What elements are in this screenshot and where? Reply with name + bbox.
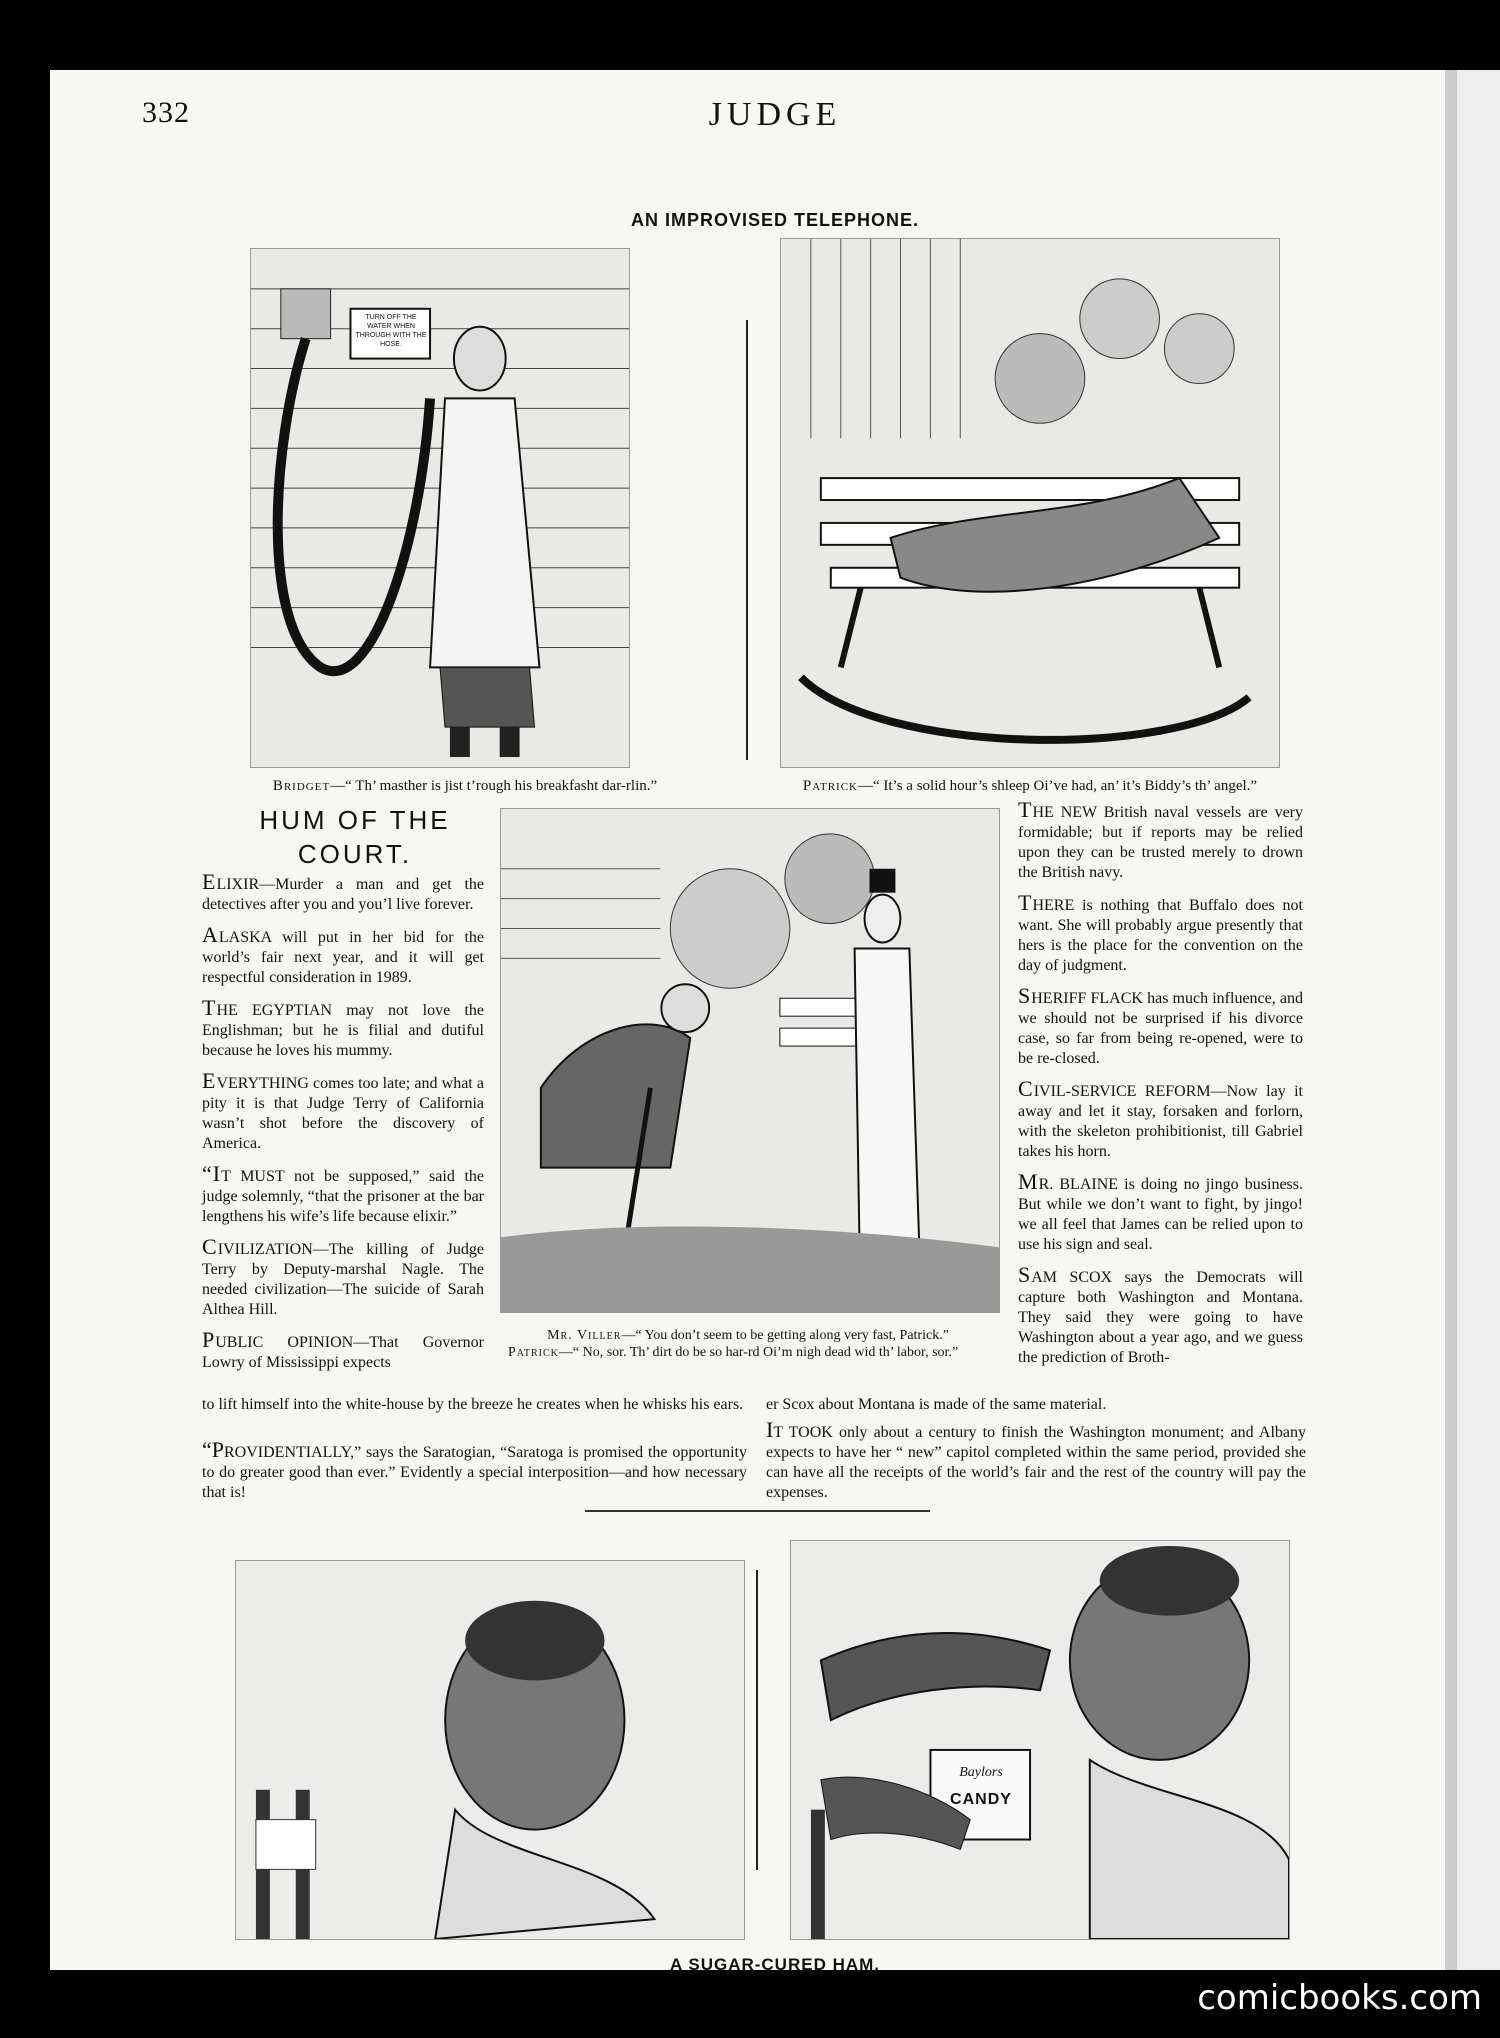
article-paragraph [202,995,484,1061]
caption-line [488,1327,1008,1344]
ham-left-illustration [235,1560,745,1940]
hose-warning-sign: TURN OFF THE WATER WHEN THROUGH WITH THE HOSE. [355,314,427,348]
article-paragraph [1018,1262,1303,1368]
caption-speaker: Patrick [508,1345,559,1360]
article-paragraph [202,922,484,988]
page-number: 332 [142,96,190,129]
drop-cap: C [202,1234,218,1259]
drop-cap: “I [202,1161,222,1186]
drop-cap: C [1018,1076,1034,1101]
panel-divider [746,320,748,760]
candy-box-brand: Baylors [959,1765,1003,1780]
paragraph-text: LASKA will put in her bid for the world’s fair next year, and it will get respectful consideration in 1989. [202,929,484,986]
caption-quote: —“ No, sor. Th’ dirt do be so har-rd Oi’m nigh dead wid th’ labor, sor.” [558,1345,959,1360]
paragraph-text: UBLIC OPINION—That Governor Lowry of Mississippi expects [202,1334,484,1371]
drop-cap: E [202,1068,217,1093]
drop-cap: E [202,869,217,894]
left-continuation: to lift himself into the white-house by the breeze he creates when he whisks his ears. [202,1396,744,1413]
paragraph-text: R. BLAINE is doing no jingo business. But while we don’t want to fight, by jingo! we all feel that James can be relied upon to use his sign and seal. [1018,1176,1303,1253]
drop-cap: I [766,1417,774,1442]
paragraph-text: IVIL-SERVICE REFORM—Now lay it away and let it stay, forsaken and forlorn, with the skeleton prohibitionist, till Gabriel takes his horn. [1018,1083,1303,1160]
paragraph-text: LIXIR—Murder a man and get the detectives after you and you’l live forever. [202,876,484,913]
bridget-caption [200,777,730,795]
paragraph-text: HERE is nothing that Buffalo does not want. She will probably argue presently that hers is the place for the convention on the day of judgment. [1018,897,1303,974]
drop-cap: S [1018,1262,1032,1287]
patrick-sleeping-caption [760,777,1300,795]
paragraph-text: HE NEW British naval vessels are very formidable; but if reports may be relied upon they can be trusted merely to drown the British navy. [1018,804,1303,881]
article-paragraph [202,1068,484,1154]
article-paragraph [1018,890,1303,976]
article-paragraph [1018,797,1303,883]
paragraph-text: HE EGYPTIAN may not love the Englishman; but he is filial and dutiful because he loves his mummy. [202,1002,484,1059]
providentially-paragraph [202,1437,747,1503]
caption-speaker: Patrick [802,778,858,794]
ham-right-illustration [790,1540,1290,1940]
site-watermark: comicbooks.com [1197,1978,1482,2018]
drop-cap: S [1018,983,1032,1008]
article-paragraph [1018,1169,1303,1255]
washington-monument-paragraph [766,1417,1306,1503]
section-rule [585,1510,930,1512]
article-paragraph [1018,1076,1303,1162]
top-cartoon-title: AN IMPROVISED TELEPHONE. [630,210,920,230]
left-column [202,869,484,1383]
patrick-sleeping-illustration [780,238,1280,768]
paragraph-text: AM SCOX says the Democrats will capture both Washington and Montana. They said they were going to have Washington about a year ago, and we guess the prediction of Broth- [1018,1269,1303,1366]
paragraph-text: ROVIDENTIALLY,” says the Saratogian, “Saratoga is promised the opportunity to do greater good than ever.” Evidently a special interposition—and how necessary that is! [202,1444,747,1501]
masthead: JUDGE [708,96,842,133]
headline-line: HUM OF THE [259,805,451,835]
digging-illustration [500,808,1000,1313]
headline-line: COURT. [297,839,413,869]
bottom-cartoon-title: A SUGAR-CURED HAM. [669,1955,881,1974]
right-column [1018,797,1303,1378]
drop-cap: T [1018,797,1033,822]
drop-cap: “P [202,1437,224,1462]
adjacent-page-edge [1457,70,1500,1970]
paragraph-text: T TOOK only about a century to finish the Washington monument; and Albany expects to have her “ new” capitol completed within the same period, provided she can have all the receipts of the world’s fair and the rest of the country will pay the expenses. [766,1424,1306,1501]
caption-quote: —“ It’s a solid hour’s shleep Oi’ve had, an’ it’s Biddy’s th’ angel.” [857,778,1258,794]
paragraph-text: VERYTHING comes too late; and what a pity it is that Judge Terry of California wasn’t shot before the discovery of America. [202,1075,484,1152]
article-headline [205,803,505,871]
article-paragraph [202,1161,484,1227]
caption-quote: —“ Th’ masther is jist t’rough his breakfasht dar-rlin.” [330,778,658,794]
drop-cap: P [202,1327,216,1352]
page-spine [1445,70,1457,1970]
candy-box-label: CANDY [950,1791,1012,1808]
caption-quote: —“ You don’t seem to be getting along very fast, Patrick.” [621,1328,949,1343]
digging-caption [488,1327,1008,1361]
drop-cap: T [1018,890,1033,915]
paragraph-text: IVILIZATION—The killing of Judge Terry by Deputy-marshal Nagle. The needed civilization—The suicide of Sarah Althea Hill. [202,1241,484,1318]
drop-cap: T [202,995,217,1020]
right-continuation: er Scox about Montana is made of the same material. [766,1396,1107,1413]
article-paragraph [202,1327,484,1373]
caption-speaker: Bridget [272,778,331,794]
article-paragraph [1018,983,1303,1069]
drop-cap: M [1018,1169,1039,1194]
drop-cap: A [202,922,219,947]
panel-divider [756,1570,758,1870]
paragraph-text: T MUST not be supposed,” said the judge solemnly, “that the prisoner at the bar lengthens his wife’s life because elixir.” [202,1168,484,1225]
caption-line [488,1344,1008,1361]
article-paragraph [202,1234,484,1320]
paragraph-text: HERIFF FLACK has much influence, and we should not be surprised if his divorce case, so far from being re-opened, were to be re-closed. [1018,990,1303,1067]
article-paragraph [202,869,484,915]
caption-speaker: Mr. Viller [547,1328,622,1343]
bridget-illustration [250,248,630,768]
